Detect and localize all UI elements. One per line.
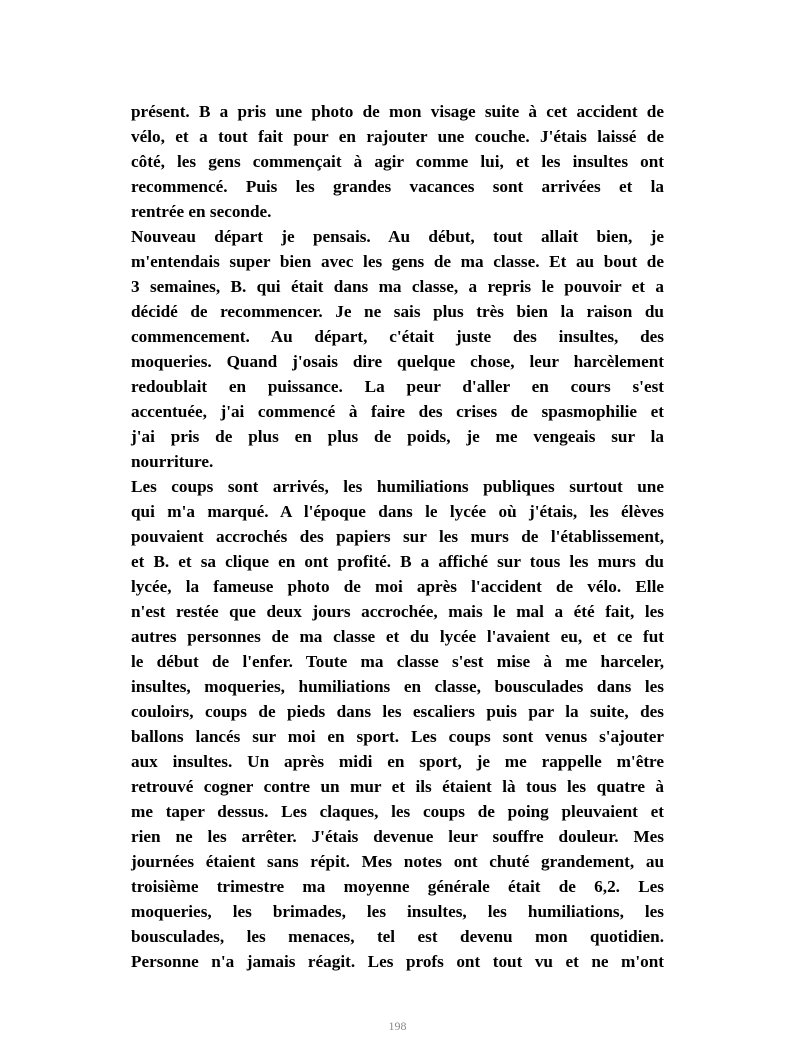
- text-line: n'est restée que deux jours accrochée, mais le mal a été fait, les: [131, 602, 664, 621]
- text-line: journées étaient sans répit. Mes notes ont chuté grandement, au: [131, 852, 664, 871]
- text-line: et B. et sa clique en ont profité. B a affiché sur tous les murs du: [131, 552, 664, 571]
- text-line: troisième trimestre ma moyenne générale était de 6,2. Les: [131, 877, 664, 896]
- text-line: rentrée en seconde.: [131, 202, 272, 221]
- text-line: côté, les gens commençait à agir comme lui, et les insultes ont: [131, 152, 664, 171]
- text-line: autres personnes de ma classe et du lycée l'avaient eu, et ce fut: [131, 627, 664, 646]
- body-text: [131, 99, 664, 974]
- text-line: ballons lancés sur moi en sport. Les coups sont venus s'ajouter: [131, 727, 664, 746]
- text-line: accentuée, j'ai commencé à faire des crises de spasmophilie et: [131, 402, 664, 421]
- text-line: nourriture.: [131, 452, 214, 471]
- text-line: moqueries. Quand j'osais dire quelque chose, leur harcèlement: [131, 352, 664, 371]
- text-line: rien ne les arrêter. J'étais devenue leur souffre douleur. Mes: [131, 827, 664, 846]
- text-line: décidé de recommencer. Je ne sais plus très bien la raison du: [131, 302, 664, 321]
- text-line: bousculades, les menaces, tel est devenu mon quotidien.: [131, 927, 664, 946]
- text-line: me taper dessus. Les claques, les coups de poing pleuvaient et: [131, 802, 664, 821]
- text-line: insultes, moqueries, humiliations en classe, bousculades dans les: [131, 677, 664, 696]
- text-line: aux insultes. Un après midi en sport, je me rappelle m'être: [131, 752, 664, 771]
- text-line: moqueries, les brimades, les insultes, les humiliations, les: [131, 902, 664, 921]
- text-line: redoublait en puissance. La peur d'aller en cours s'est: [131, 377, 664, 396]
- text-line: j'ai pris de plus en plus de poids, je me vengeais sur la: [131, 427, 664, 446]
- text-line: qui m'a marqué. A l'époque dans le lycée où j'étais, les élèves: [131, 502, 664, 521]
- text-line: m'entendais super bien avec les gens de ma classe. Et au bout de: [131, 252, 664, 271]
- text-line: 3 semaines, B. qui était dans ma classe, a repris le pouvoir et a: [131, 277, 664, 296]
- text-line: couloirs, coups de pieds dans les escaliers puis par la suite, des: [131, 702, 664, 721]
- text-line: retrouvé cogner contre un mur et ils étaient là tous les quatre à: [131, 777, 664, 796]
- text-line: pouvaient accrochés des papiers sur les murs de l'établissement,: [131, 527, 664, 546]
- text-line: vélo, et a tout fait pour en rajouter une couche. J'étais laissé de: [131, 127, 664, 146]
- text-line: le début de l'enfer. Toute ma classe s'est mise à me harceler,: [131, 652, 664, 671]
- text-line: Les coups sont arrivés, les humiliations publiques surtout une: [131, 477, 664, 496]
- text-line: commencement. Au départ, c'était juste des insultes, des: [131, 327, 664, 346]
- text-line: Nouveau départ je pensais. Au début, tout allait bien, je: [131, 227, 664, 246]
- text-line: Personne n'a jamais réagit. Les profs ont tout vu et ne m'ont: [131, 952, 664, 971]
- text-line: recommencé. Puis les grandes vacances sont arrivées et la: [131, 177, 664, 196]
- text-line: présent. B a pris une photo de mon visage suite à cet accident de: [131, 102, 664, 121]
- text-line: lycée, la fameuse photo de moi après l'accident de vélo. Elle: [131, 577, 664, 596]
- page-number: 198: [388, 1019, 407, 1033]
